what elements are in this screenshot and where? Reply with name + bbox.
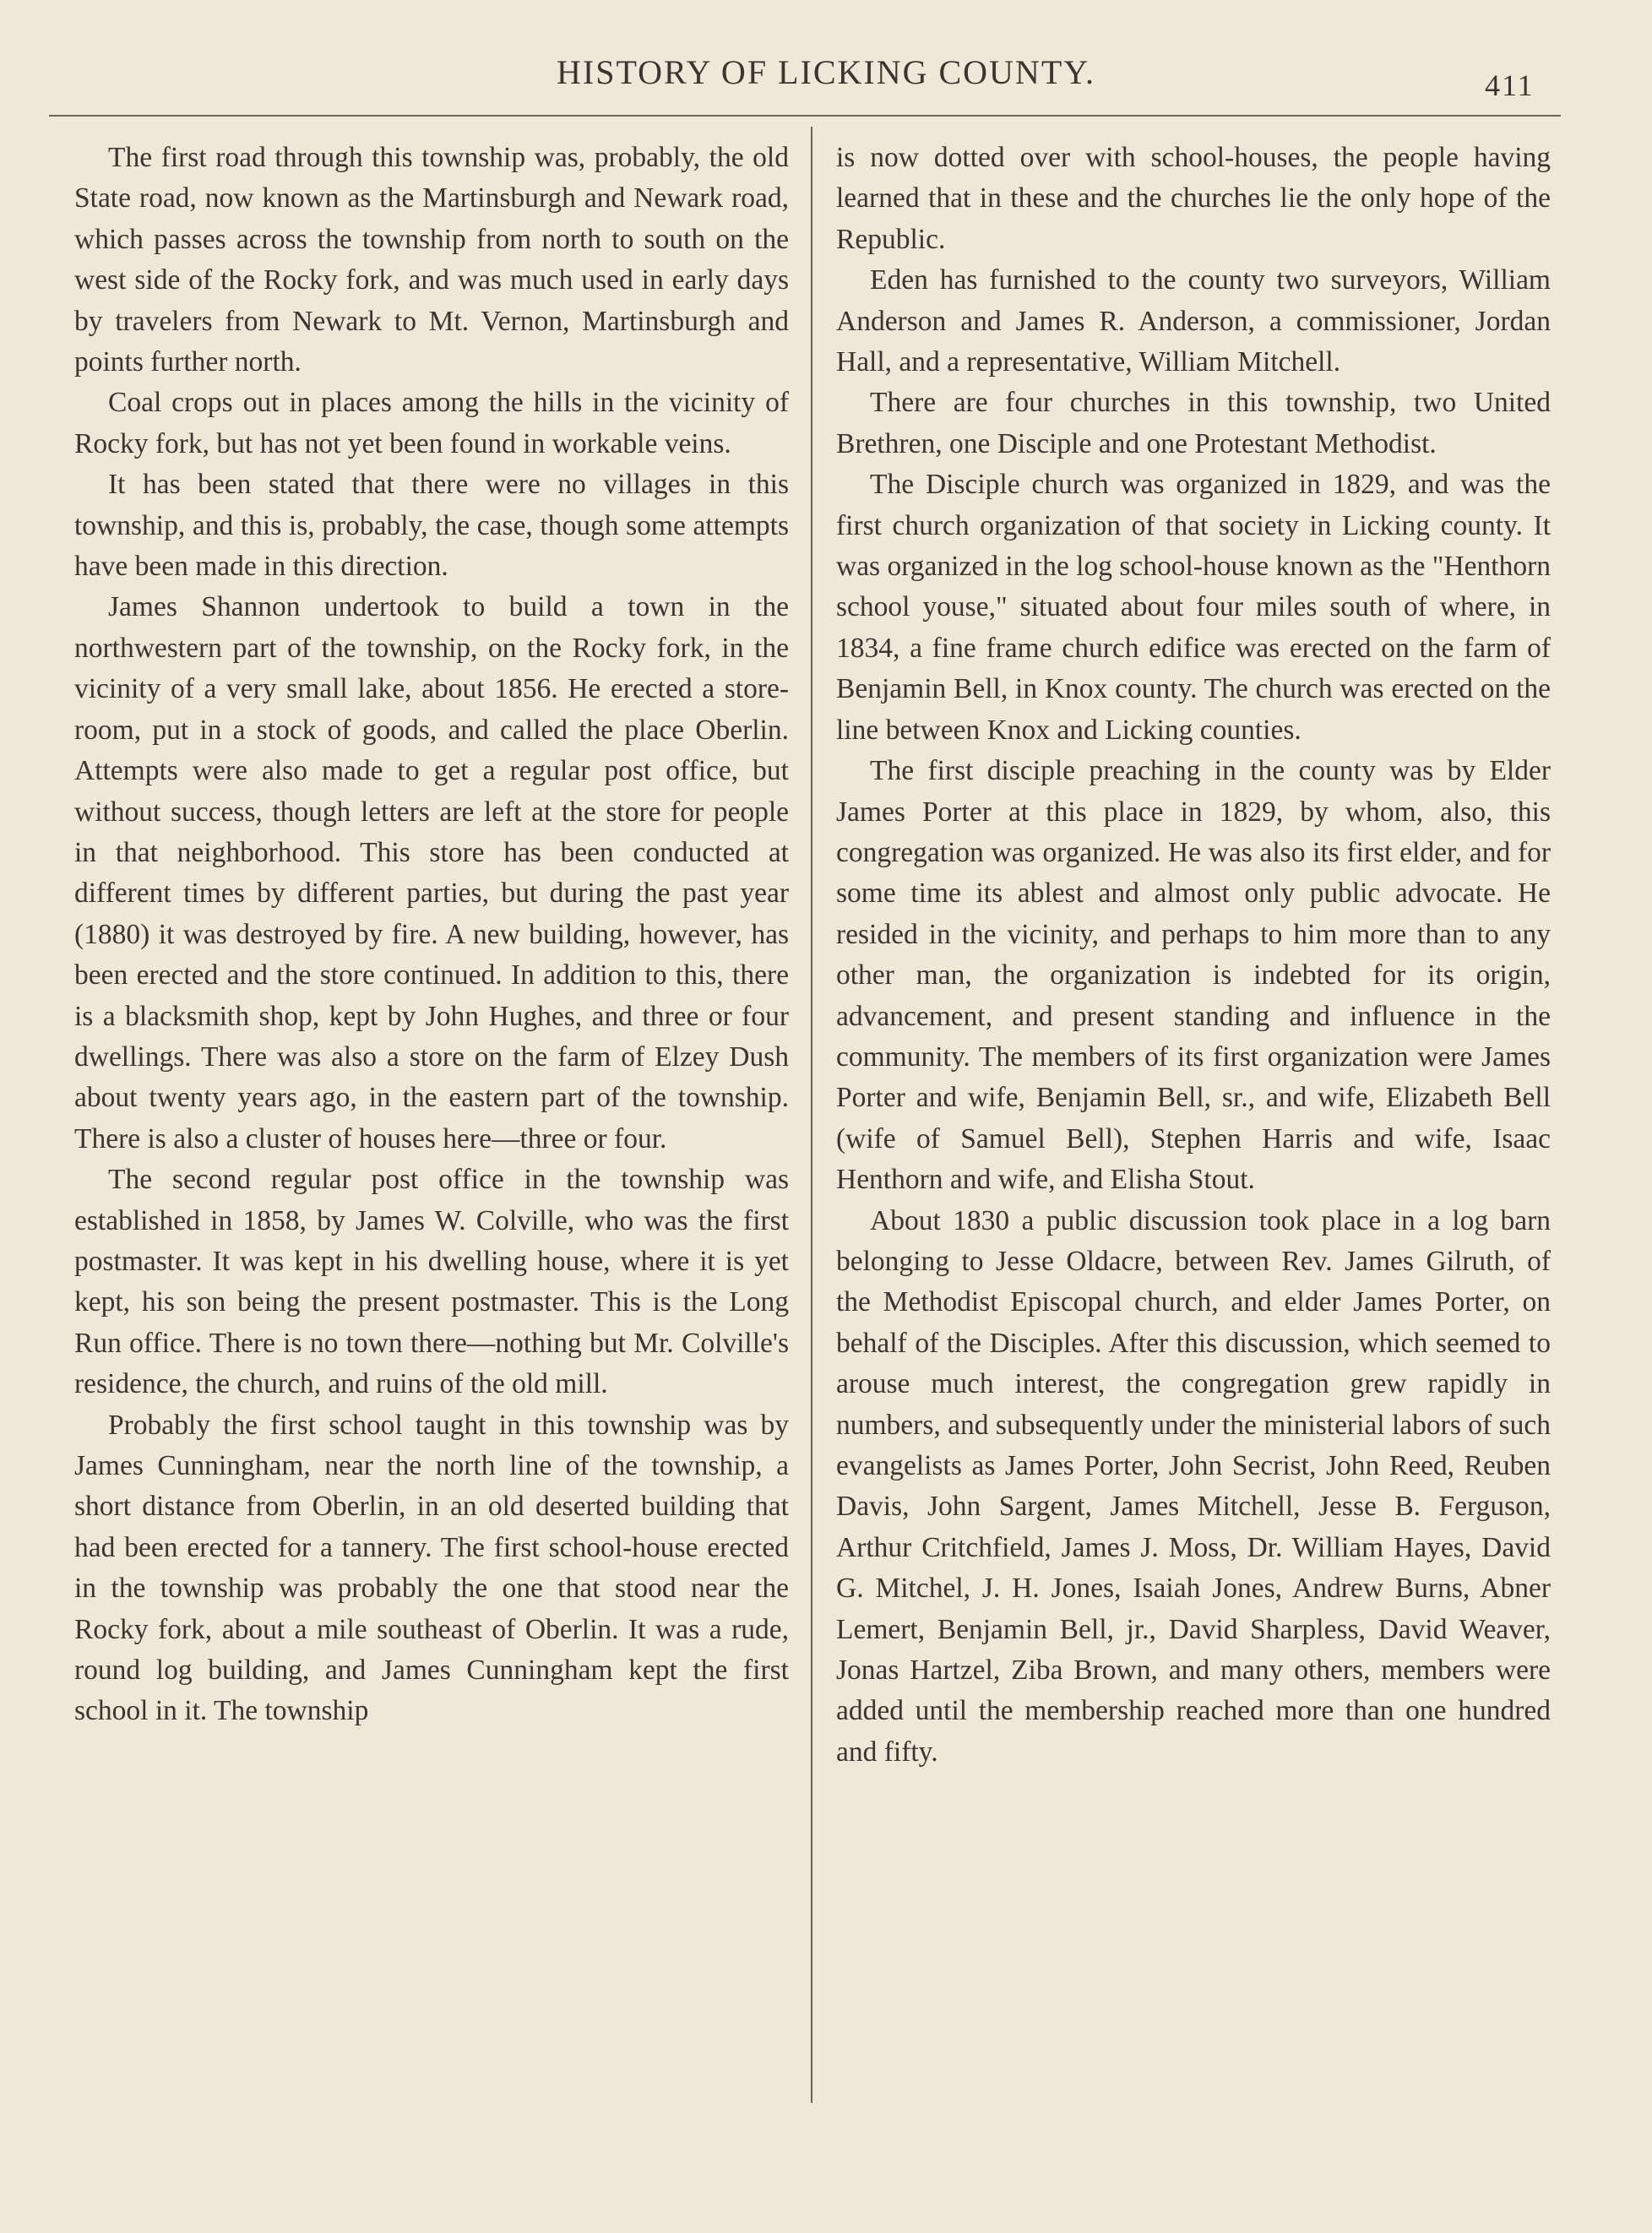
right-column (836, 138, 1551, 1773)
paragraph-public-discussion: About 1830 a public discussion took place in a log barn belonging to Jesse Oldacre, between Rev. James Gilruth, of the Methodist Episcopal church, and elder James Porter, on behalf of the Disciples. After this discussion, which seemed to arouse much interest, the congregation grew rapidly in numbers, and subsequently under the ministerial labors of such evangelists as James Porter, John Secrist, John Reed, Reuben Davis, John Sargent, James Mitchell, Jesse B. Ferguson, Arthur Critchfield, James J. Moss, Dr. William Hayes, David G. Mitchel, J. H. Jones, Isaiah Jones, Andrew Burns, Abner Lemert, Benjamin Bell, jr., David Sharpless, David Weaver, Jonas Hartzel, Ziba Brown, and many others, members were added until the membership reached more than one hundred and fifty. (836, 1204, 1551, 1768)
paragraph-churches: There are four churches in this township, two United Brethren, one Disciple and one Protestant Methodist. (836, 387, 1551, 459)
paragraph-coal: Coal crops out in places among the hills in the vicinity of Rocky fork, but has not yet been found in workable veins. (74, 387, 789, 459)
paragraph-oberlin: James Shannon undertook to build a town in the northwestern part of the township, on the Rocky fork, in the vicinity of a very small lake, about 1856. He erected a store-room, put in a stock of goods, and called the place Oberlin. Attempts were also made to get a regular post office, but without success, though letters are left at the store for people in that neighborhood. This store has been conducted at different times by different parties, but during the past year (1880) it was destroyed by fire. A new building, however, has been erected and the store continued. In addition to this, there is a blacksmith shop, kept by John Hughes, and three or four dwellings. There was also a store on the farm of Elzey Dush about twenty years ago, in the eastern part of the township. There is also a cluster of houses here—three or four. (74, 591, 789, 1155)
paragraph-first-school: Probably the first school taught in this township was by James Cunningham, near the north line of the township, a short distance from Oberlin, in an old deserted building that had been erected for a tannery. The first school-house erected in the township was probably the one that stood near the Rocky fork, about a mile southeast of Oberlin. It was a rude, round log building, and James Cunningham kept the first school in it. The township (74, 1409, 789, 1727)
page-number: 411 (1485, 68, 1535, 102)
paragraph-eden-officials: Eden has furnished to the county two surveyors, William Anderson and James R. Anderson, a commissioner, Jordan Hall, and a representative, William Mitchell. (836, 264, 1551, 378)
column-divider (811, 127, 812, 2103)
paragraph-villages: It has been stated that there were no villages in this township, and this is, probably, the case, though some attempts have been made in this direction. (74, 469, 789, 583)
paragraph-disciple-church: The Disciple church was organized in 1829, and was the first church organization of that society in Licking county. It was organized in the log school-house known as the "Henthorn school youse," situated about four miles south of where, in 1834, a fine frame church edifice was erected on the farm of Benjamin Bell, in Knox county. The church was erected on the line between Knox and Licking counties. (836, 469, 1551, 746)
paragraph-first-preaching: The first disciple preaching in the county was by Elder James Porter at this place in 1829, by whom, also, this congregation was organized. He was also its first elder, and for some time its ablest and almost only public advocate. He resided in the vicinity, and perhaps to him more than to any other man, the organization is indebted for its origin, advancement, and present standing and influence in the community. The members of its first organization were James Porter and wife, Benjamin Bell, sr., and wife, Elizabeth Bell (wife of Samuel Bell), Stephen Harris and wife, Isaac Henthorn and wife, and Elisha Stout. (836, 755, 1551, 1196)
running-title: HISTORY OF LICKING COUNTY. (557, 53, 1095, 91)
left-column (74, 138, 789, 1732)
paragraph-post-office: The second regular post office in the township was established in 1858, by James W. Colville, who was the first postmaster. It was kept in his dwelling house, where it is yet kept, his son being the present postmaster. This is the Long Run office. There is no town there—nothing but Mr. Colville's residence, the church, and ruins of the old mill. (74, 1164, 789, 1400)
header-rule (49, 115, 1561, 117)
paragraph-first-road: The first road through this township was, probably, the old State road, now known as the Martinsburgh and Newark road, which passes across the township from north to south on the west side of the Rocky fork, and was much used in early days by travelers from Newark to Mt. Vernon, Martinsburgh and points further north. (74, 142, 789, 378)
paragraph-continued: is now dotted over with school-houses, the people having learned that in these and the churches lie the only hope of the Republic. (836, 142, 1551, 255)
